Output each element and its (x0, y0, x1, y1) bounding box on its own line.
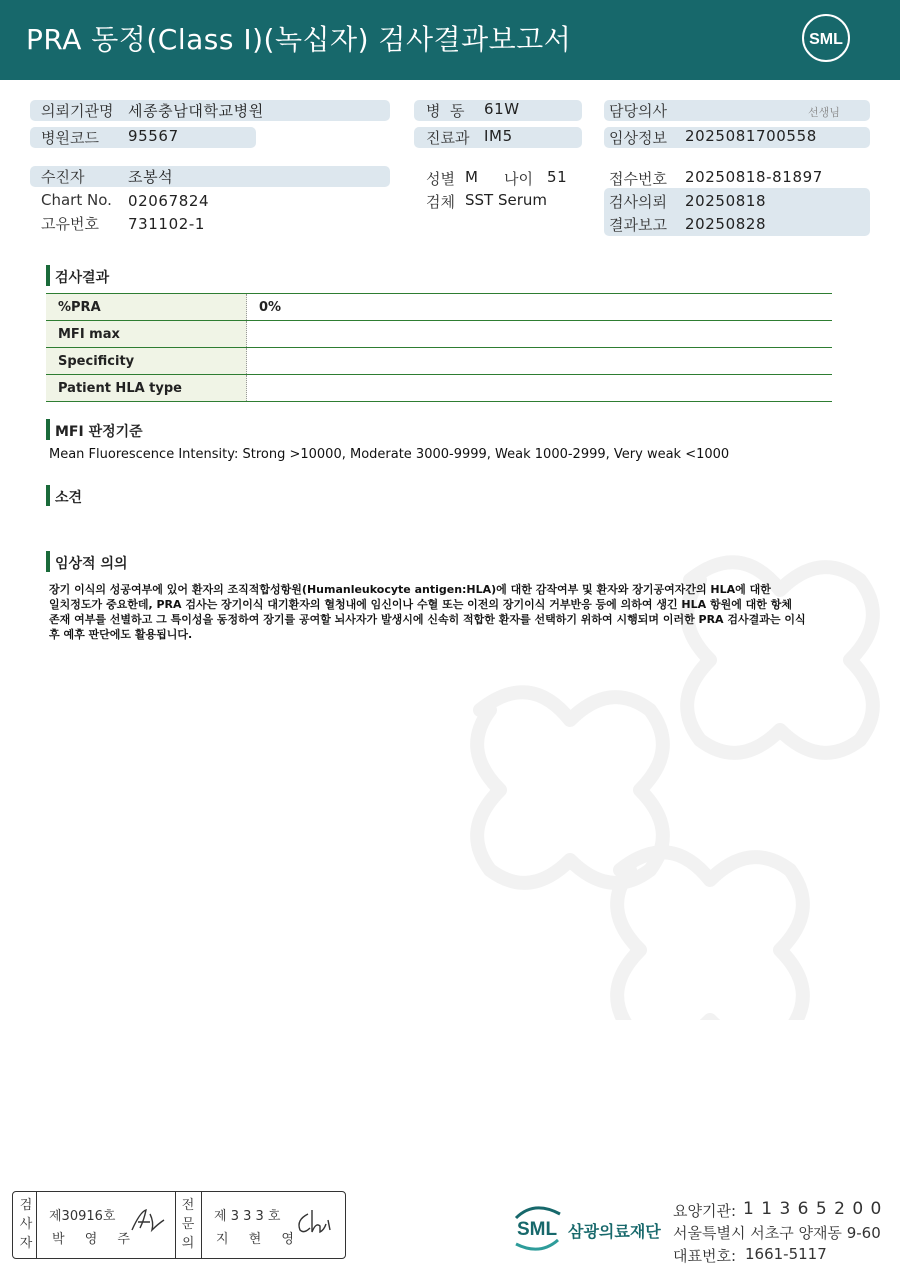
request-label: 검사의뢰 (609, 193, 667, 211)
clinical-section-bar (46, 551, 50, 572)
sml-logo-icon (800, 12, 852, 64)
specialist-signature (294, 1208, 336, 1238)
mfi-section-bar (46, 419, 50, 440)
examiner-char: 사 (19, 1217, 33, 1232)
unique-label: 고유번호 (41, 215, 99, 233)
specialist-char: 전 (181, 1198, 195, 1213)
institution-code-value: 1 1 3 6 5 2 0 0 (743, 1199, 883, 1219)
examiner-char: 검 (19, 1198, 33, 1213)
mfi-section-title: MFI 판정기준 (55, 424, 143, 440)
result-label: MFI max (46, 321, 247, 348)
institution-label: 의뢰기관명 (41, 102, 114, 120)
receipt-label: 접수번호 (609, 170, 667, 188)
sex-value: M (465, 168, 479, 186)
specialist-char: 문 (181, 1217, 195, 1232)
doctor-value: 선생님 (808, 106, 840, 119)
specialist-label (180, 1196, 196, 1253)
report-date-label: 결과보고 (609, 216, 667, 234)
examiner-number: 제30916호 (49, 1209, 116, 1224)
result-label: Specificity (46, 348, 247, 375)
sml-brand-logo-icon (508, 1200, 566, 1256)
hospital-code-label: 병원코드 (41, 129, 99, 147)
stamp-divider (36, 1192, 37, 1258)
examiner-name: 박 영 주 (52, 1232, 138, 1247)
clinical-section-title: 임상적 의의 (55, 556, 128, 572)
specialist-char: 의 (181, 1236, 195, 1251)
institution-value: 세종충남대학교병원 (128, 102, 264, 120)
ward-value: 61W (484, 100, 520, 118)
chart-label: Chart No. (41, 191, 112, 209)
report-title: PRA 동정(Class I)(녹십자) 검사결과보고서 (26, 23, 572, 56)
doctor-label: 담당의사 (609, 102, 667, 120)
clinical-line: 후 예후 판단에도 활용됩니다. (49, 628, 193, 641)
table-row (46, 321, 832, 348)
result-value (247, 375, 833, 402)
results-section-bar (46, 265, 50, 286)
specimen-value: SST Serum (465, 191, 548, 209)
clinical-line: 장기 이식의 성공여부에 있어 환자의 조직적합성항원(Humanleukocyte antigen:HLA)에 대한 감작여부 및 환자와 장기공여자간의 HLA에 대한 (49, 583, 771, 596)
phone-value: 1661-5117 (745, 1245, 827, 1263)
stamp-divider (175, 1192, 176, 1258)
patient-value: 조봉석 (128, 168, 174, 186)
results-table (46, 293, 832, 402)
dept-label: 진료과 (426, 129, 470, 147)
hospital-code-value: 95567 (128, 127, 179, 145)
dept-value: IM5 (484, 127, 513, 145)
clinical-info-value: 2025081700558 (685, 127, 817, 145)
institution-code-label: 요양기관: (673, 1202, 737, 1220)
clinical-info-label: 임상정보 (609, 129, 667, 147)
sex-label: 성별 (426, 170, 455, 188)
ward-label: 병 동 (426, 102, 465, 120)
result-value (247, 348, 833, 375)
specimen-label: 검체 (426, 193, 455, 211)
age-value: 51 (547, 168, 568, 186)
examiner-signature (128, 1206, 168, 1236)
table-row (46, 348, 832, 375)
mfi-criteria-text: Mean Fluorescence Intensity: Strong >10000, Moderate 3000-9999, Weak 1000-2999, Very weak <1000 (49, 447, 730, 462)
report-date-value: 20250828 (685, 215, 767, 233)
footer-address: 서울특별시 서초구 양재동 9-60 (673, 1224, 881, 1242)
specialist-number: 제 3 3 3 호 (214, 1209, 281, 1224)
chart-value: 02067824 (128, 192, 210, 210)
opinion-section-bar (46, 485, 50, 506)
result-label: %PRA (46, 294, 247, 321)
result-value: 0% (247, 294, 833, 321)
clinical-line: 일치정도가 중요한데, PRA 검사는 장기이식 대기환자의 혈청내에 임신이나 수혈 또는 이전의 장기이식 거부반응 등에 의하여 생긴 HLA 항원에 대한 항체 (49, 598, 793, 611)
svg-text:SML: SML (516, 1219, 558, 1240)
opinion-section-title: 소견 (55, 490, 83, 506)
request-value: 20250818 (685, 192, 767, 210)
age-label: 나이 (504, 170, 533, 188)
result-label: Patient HLA type (46, 375, 247, 402)
receipt-value: 20250818-81897 (685, 168, 823, 186)
result-value (247, 321, 833, 348)
table-row (46, 294, 832, 321)
brand-name: 삼광의료재단 (568, 1222, 661, 1241)
patient-label: 수진자 (41, 168, 85, 186)
phone-label: 대표번호: (673, 1247, 737, 1265)
table-row (46, 375, 832, 402)
clinical-line: 존재 여부를 선별하고 그 특이성을 동정하여 장기를 공여할 뇌사자가 발생시에 신속히 적합한 환자를 선택하기 위하여 시행되며 이러한 PRA 검사결과는 이식 (49, 613, 806, 626)
unique-value: 731102-1 (128, 215, 206, 233)
clinical-paragraph (49, 582, 849, 642)
results-section-title: 검사결과 (55, 270, 110, 286)
specialist-name: 지 현 영 (216, 1232, 302, 1247)
svg-text:SML: SML (809, 31, 843, 48)
examiner-label (18, 1196, 34, 1253)
examiner-char: 자 (19, 1236, 33, 1251)
stamp-divider (201, 1192, 202, 1258)
